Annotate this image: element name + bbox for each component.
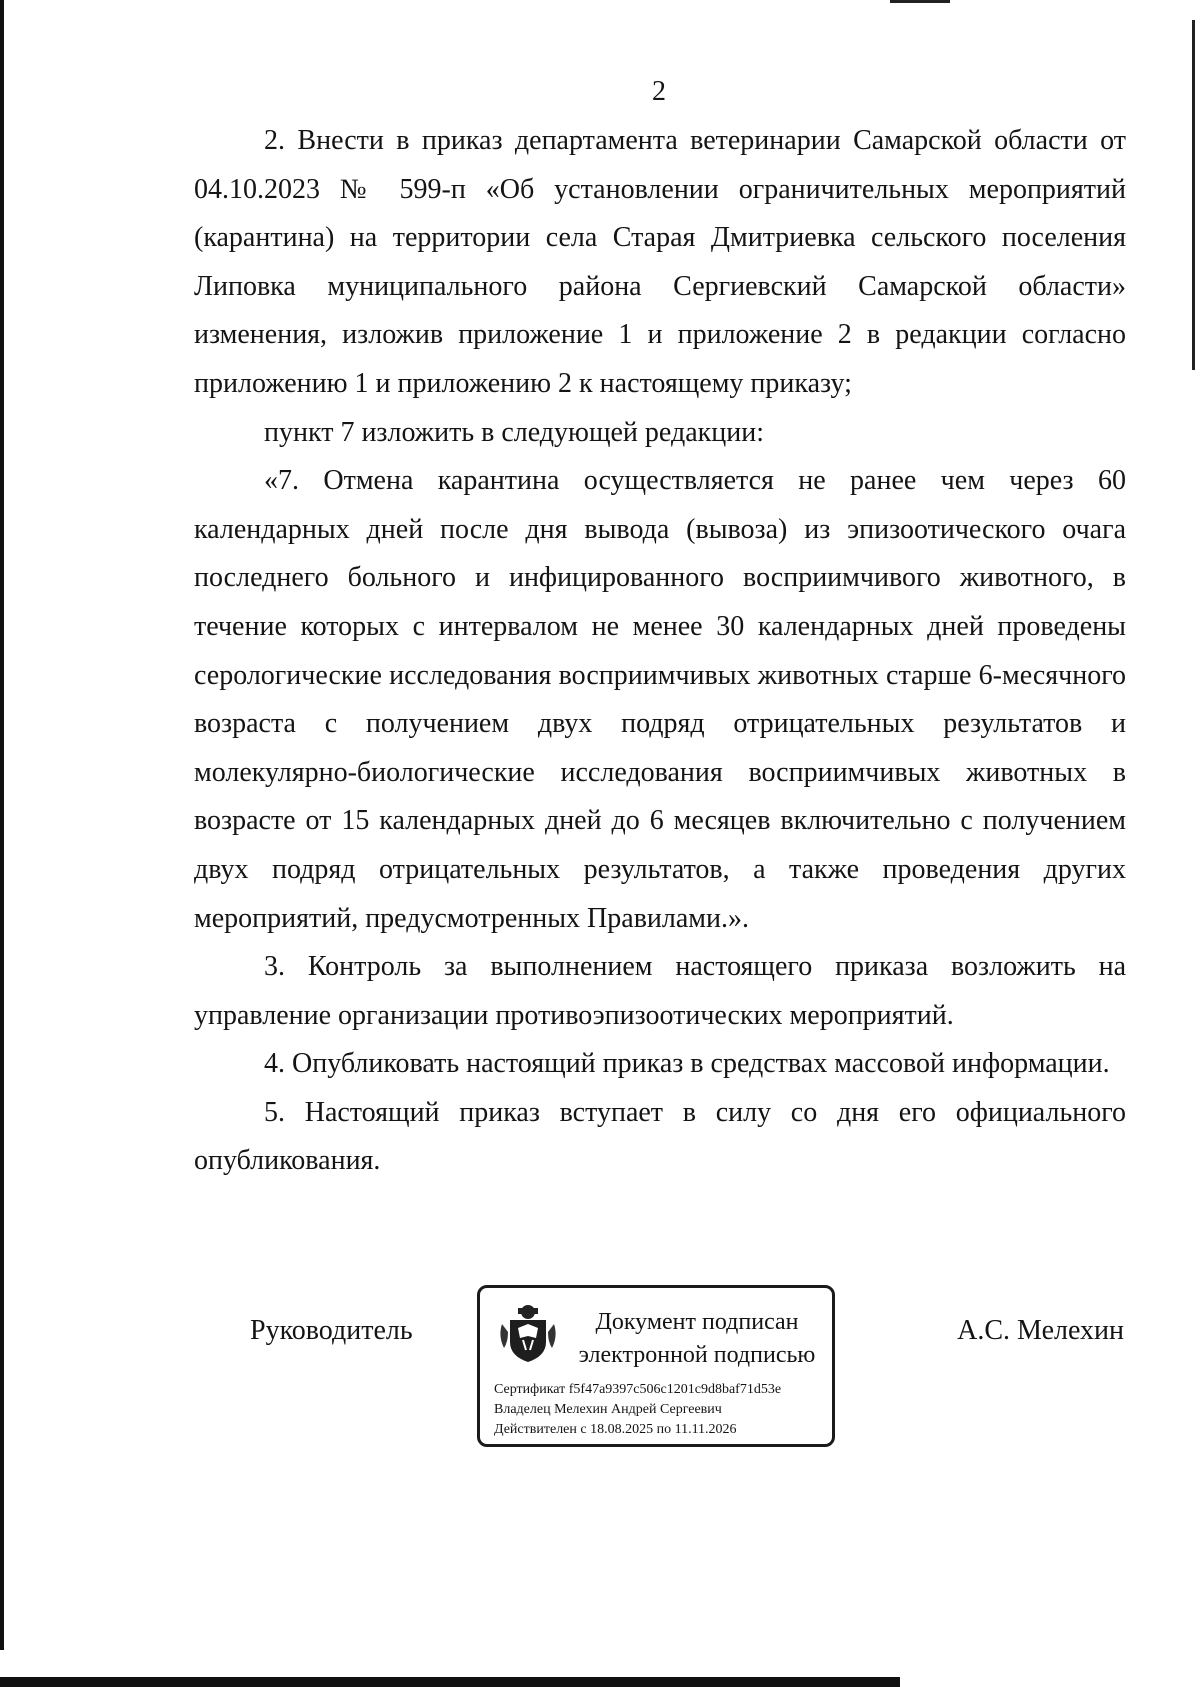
paragraph-point-7-intro: пункт 7 изложить в следующей редакции: [264,416,764,448]
stamp-title-line1: Документ подписан [595,1309,799,1335]
signatory-name: А.С. Мелехин [957,1315,1124,1346]
scan-edge-left [0,0,4,1650]
scan-edge-right [1192,20,1195,370]
paragraph-item-5: 5. Настоящий приказ вступает в силу со дня его официального опубликования. [194,1096,1126,1177]
stamp-owner: Владелец Мелехин Андрей Сергеевич [494,1402,722,1417]
electronic-signature-stamp [477,1285,835,1447]
scan-edge-top [890,0,950,3]
stamp-certificate: Сертификат f5f47a9397c506c1201c9d8baf71d53e [494,1382,782,1397]
paragraph-point-7-text: «7. Отмена карантина осуществляется не ранее чем через 60 календарных дней после дня вывода (вывоза) из эпизоотического очага последнего больного и инфицированного восприимчивого животного, в течение которых с интервалом не менее 30 календарных дней проведены серологические исследования восприимчивых животных старше 6-месячного возраста с получением двух подряд отрицательных результатов и молекулярно-биологические исследования восприимчивых животных в возрасте от 15 календарных дней до 6 месяцев включительно с получением двух подряд отрицательных результатов, а также проведения других мероприятий, предусмотренных Правилами.». [194,465,1126,934]
stamp-title-line2: электронной подписью [578,1342,816,1368]
signatory-position: Руководитель [250,1315,413,1346]
scan-edge-bottom [0,1677,900,1687]
page-number: 2 [652,76,666,107]
paragraph-item-2: 2. Внести в приказ департамента ветеринарии Самарской области от 04.10.2023 № 599-п «Об установлении ограничительных мероприятий (карантина) на территории села Старая Дмитриевка сельского поселения Липовка муниципального района Сергиевский Самарской области» изменения, изложив приложение 1 и приложение 2 в редакции согласно приложению 1 и приложению 2 к настоящему приказу; [194,125,1126,399]
paragraph-item-4: 4. Опубликовать настоящий приказ в средствах массовой информации. [264,1048,1110,1080]
document-body [194,117,1126,1186]
stamp-validity: Действителен с 18.08.2025 по 11.11.2026 [494,1422,737,1437]
samara-coat-of-arms-icon [496,1302,560,1366]
paragraph-item-3: 3. Контроль за выполнением настоящего приказа возложить на управление организации противоэпизоотических мероприятий. [194,951,1126,1031]
stamp-title [566,1306,828,1372]
stamp-details [494,1380,830,1440]
